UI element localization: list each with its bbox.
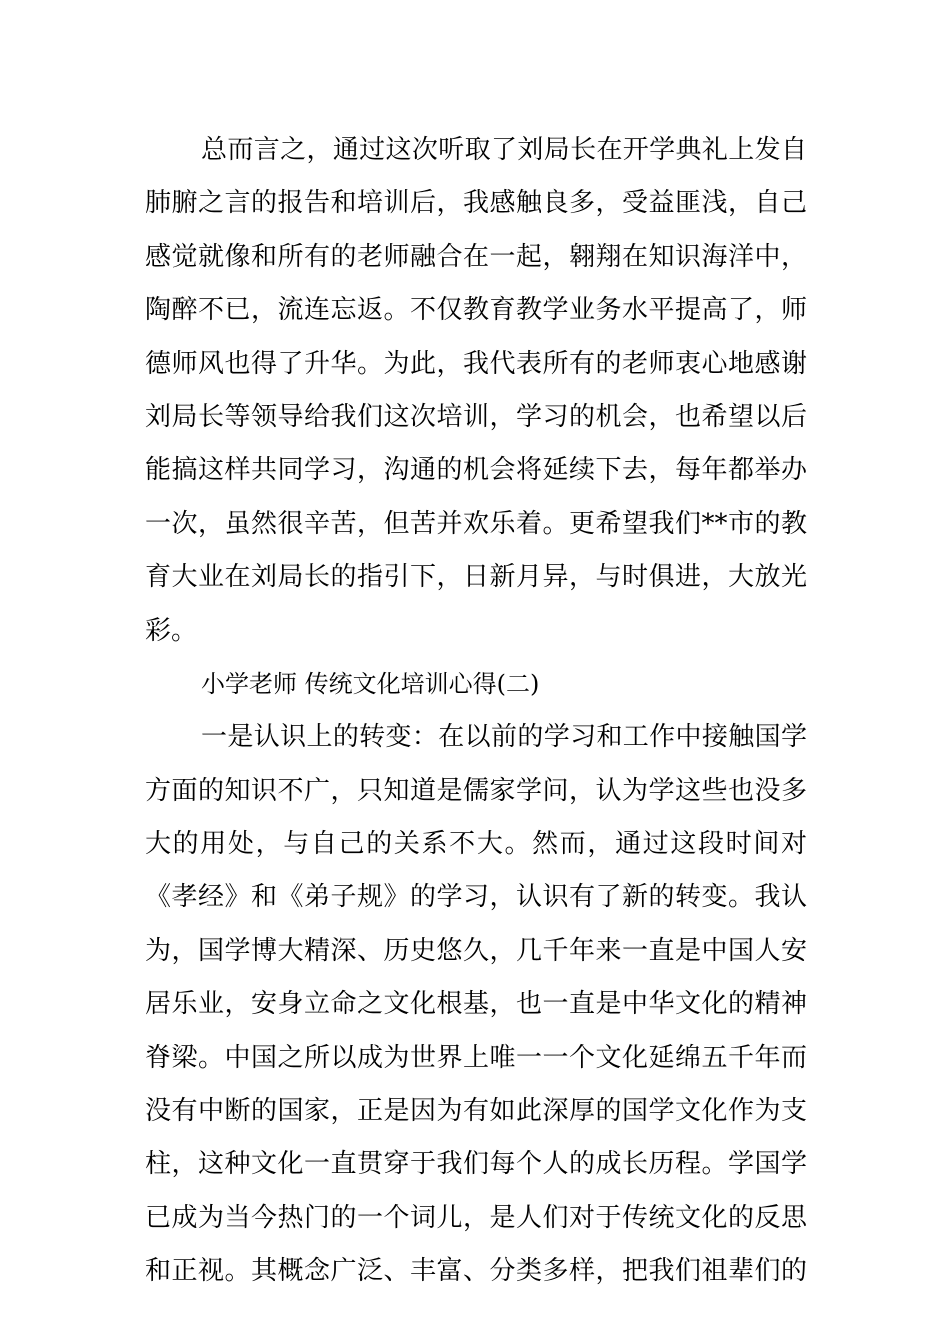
text-line: 已成为当今热门的一个词儿，是人们对于传统文化的反思	[145, 1202, 807, 1233]
text-line: 居乐业，安身立命之文化根基，也一直是中华文化的精神	[145, 989, 807, 1020]
text-line: 柱，这种文化一直贯穿于我们每个人的成长历程。学国学	[145, 1149, 807, 1180]
paragraph-conclusion	[145, 124, 807, 658]
text-line: 德师风也得了升华。为此，我代表所有的老师衷心地感谢	[145, 348, 807, 379]
text-line: 脊梁。中国之所以成为世界上唯一一个文化延绵五千年而	[145, 1042, 807, 1073]
text-line: 没有中断的国家，正是因为有如此深厚的国学文化作为支	[145, 1096, 807, 1127]
text-line: 育大业在刘局长的指引下，日新月异，与时俱进，大放光	[145, 562, 807, 593]
text-line: 感觉就像和所有的老师融合在一起，翱翔在知识海洋中，	[145, 241, 807, 272]
text-line: 彩。	[145, 615, 198, 646]
text-line: 《孝经》和《弟子规》的学习，认识有了新的转变。我认	[145, 882, 807, 913]
text-line: 能搞这样共同学习，沟通的机会将延续下去，每年都举办	[145, 455, 807, 486]
document-body	[145, 124, 807, 1299]
text-line: 方面的知识不广，只知道是儒家学问，认为学这些也没多	[145, 775, 807, 806]
text-line: 刘局长等领导给我们这次培训，学习的机会，也希望以后	[145, 401, 807, 432]
text-line: 总而言之，通过这次听取了刘局长在开学典礼上发自	[201, 135, 807, 165]
text-line: 一是认识上的转变：在以前的学习和工作中接触国学	[201, 722, 807, 753]
text-line: 一次，虽然很辛苦，但苦并欢乐着。更希望我们**市的教	[145, 508, 807, 539]
paragraph-cognition	[145, 711, 807, 1298]
text-line: 大的用处，与自己的关系不大。然而，通过这段时间对	[145, 829, 807, 860]
text-line: 和正视。其概念广泛、丰富、分类多样，把我们祖辈们的	[145, 1256, 807, 1287]
text-line: 肺腑之言的报告和培训后，我感触良多，受益匪浅，自己	[145, 188, 807, 219]
text-line: 为，国学博大精深、历史悠久，几千年来一直是中国人安	[145, 935, 807, 966]
text-line: 陶醉不已，流连忘返。不仅教育教学业务水平提高了，师	[145, 295, 807, 326]
section-heading: 小学老师 传统文化培训心得(二)	[201, 669, 540, 698]
